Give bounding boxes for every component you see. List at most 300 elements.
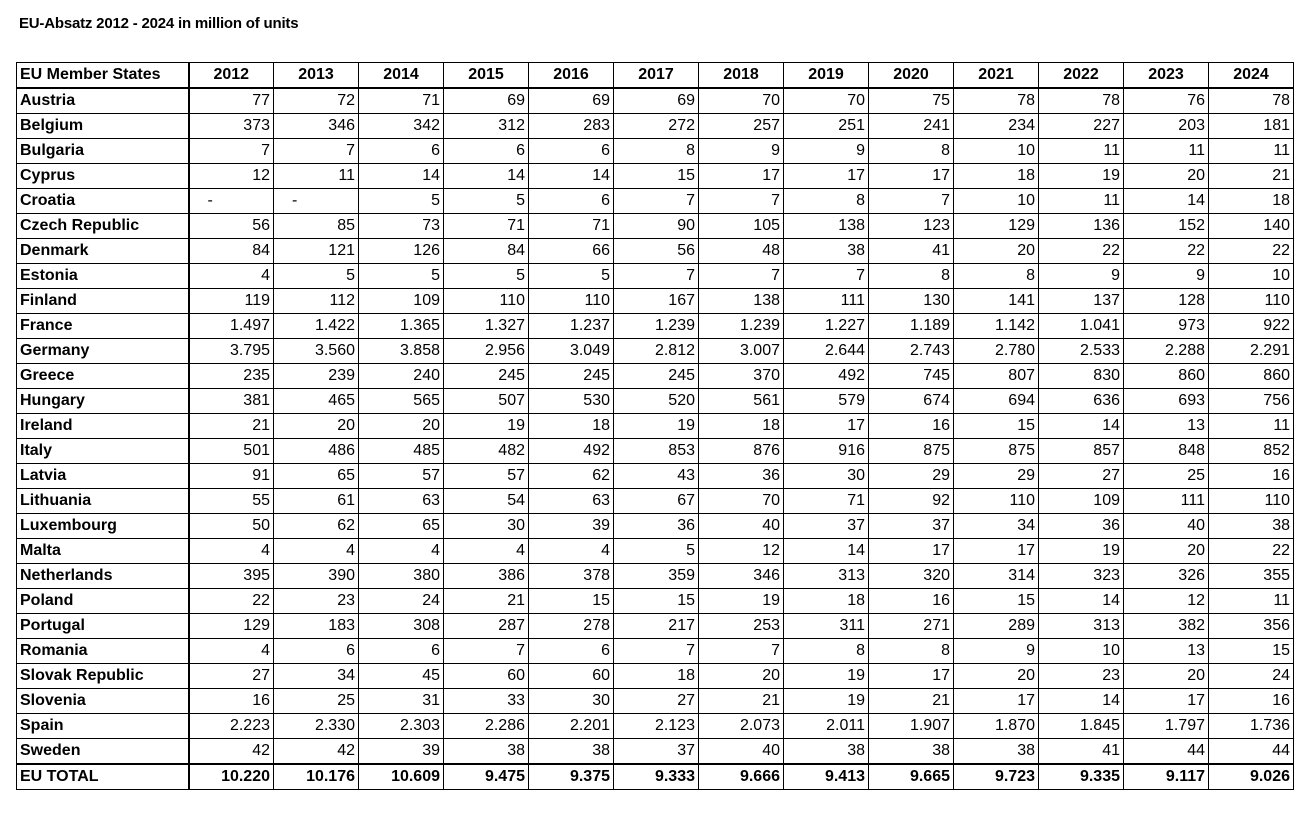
total-cell: 9.723 [954, 764, 1039, 790]
value-cell: 18 [1209, 189, 1294, 214]
value-cell: 579 [784, 389, 869, 414]
value-cell: 1.422 [274, 314, 359, 339]
value-cell: 15 [614, 589, 699, 614]
table-row [17, 664, 1294, 689]
value-cell: 7 [189, 139, 274, 164]
value-cell: 111 [784, 289, 869, 314]
value-cell: 8 [869, 639, 954, 664]
total-cell: 9.335 [1039, 764, 1124, 790]
value-cell: 13 [1124, 639, 1209, 664]
value-cell: 12 [189, 164, 274, 189]
value-cell: 65 [274, 464, 359, 489]
value-cell: 4 [529, 539, 614, 564]
total-cell: 10.609 [359, 764, 444, 790]
year-header: 2015 [444, 63, 529, 89]
value-cell: 5 [274, 264, 359, 289]
value-cell: 38 [1209, 514, 1294, 539]
value-cell: 138 [699, 289, 784, 314]
country-name: Latvia [17, 464, 189, 489]
value-cell: 10 [954, 189, 1039, 214]
value-cell: 75 [869, 88, 954, 114]
value-cell: 1.142 [954, 314, 1039, 339]
value-cell: 308 [359, 614, 444, 639]
value-cell: 7 [699, 264, 784, 289]
value-cell: 65 [359, 514, 444, 539]
value-cell: 41 [869, 239, 954, 264]
value-cell: 1.237 [529, 314, 614, 339]
value-cell: 2.201 [529, 714, 614, 739]
value-cell: 19 [784, 664, 869, 689]
year-header: 2016 [529, 63, 614, 89]
value-cell: 356 [1209, 614, 1294, 639]
value-cell: 251 [784, 114, 869, 139]
value-cell: 3.007 [699, 339, 784, 364]
total-cell: 9.665 [869, 764, 954, 790]
header-row [17, 63, 1294, 89]
value-cell: 245 [614, 364, 699, 389]
value-cell: 203 [1124, 114, 1209, 139]
value-cell: 636 [1039, 389, 1124, 414]
country-name: Ireland [17, 414, 189, 439]
value-cell: 60 [529, 664, 614, 689]
value-cell: 84 [444, 239, 529, 264]
value-cell: 123 [869, 214, 954, 239]
value-cell: 56 [614, 239, 699, 264]
year-header: 2018 [699, 63, 784, 89]
value-cell: 5 [614, 539, 699, 564]
value-cell: 6 [274, 639, 359, 664]
value-cell: 141 [954, 289, 1039, 314]
value-cell: 19 [699, 589, 784, 614]
value-cell: 1.365 [359, 314, 444, 339]
value-cell: 31 [359, 689, 444, 714]
country-name: Slovenia [17, 689, 189, 714]
value-cell: 137 [1039, 289, 1124, 314]
value-cell: 355 [1209, 564, 1294, 589]
value-cell: 14 [529, 164, 614, 189]
country-name: Sweden [17, 739, 189, 765]
corner-header: EU Member States [17, 63, 189, 89]
value-cell: 482 [444, 439, 529, 464]
value-cell: 72 [274, 88, 359, 114]
value-cell: 44 [1209, 739, 1294, 765]
value-cell: 10 [1209, 264, 1294, 289]
value-cell: 8 [784, 189, 869, 214]
value-cell: 1.041 [1039, 314, 1124, 339]
value-cell: 10 [954, 139, 1039, 164]
year-header: 2014 [359, 63, 444, 89]
value-cell: 7 [614, 189, 699, 214]
country-name: Netherlands [17, 564, 189, 589]
total-row [17, 764, 1294, 790]
value-cell: 27 [614, 689, 699, 714]
value-cell: 830 [1039, 364, 1124, 389]
value-cell: 39 [529, 514, 614, 539]
value-cell: 848 [1124, 439, 1209, 464]
value-cell: 30 [784, 464, 869, 489]
table-row [17, 489, 1294, 514]
value-cell: 90 [614, 214, 699, 239]
value-cell: 9 [699, 139, 784, 164]
value-cell: 38 [444, 739, 529, 765]
value-cell: 241 [869, 114, 954, 139]
value-cell: 1.239 [614, 314, 699, 339]
value-cell: 54 [444, 489, 529, 514]
value-cell: 313 [784, 564, 869, 589]
value-cell: 346 [274, 114, 359, 139]
country-name: Portugal [17, 614, 189, 639]
table-row [17, 114, 1294, 139]
value-cell: 18 [529, 414, 614, 439]
value-cell: 44 [1124, 739, 1209, 765]
value-cell: 37 [614, 739, 699, 765]
value-cell: 10 [1039, 639, 1124, 664]
value-cell: 76 [1124, 88, 1209, 114]
value-cell: 17 [954, 539, 1039, 564]
value-cell: 17 [869, 539, 954, 564]
total-cell: 9.026 [1209, 764, 1294, 790]
year-header: 2022 [1039, 63, 1124, 89]
value-cell: 121 [274, 239, 359, 264]
value-cell: 30 [444, 514, 529, 539]
value-cell: 2.011 [784, 714, 869, 739]
value-cell: 27 [1039, 464, 1124, 489]
value-cell: 29 [954, 464, 1039, 489]
value-cell: 283 [529, 114, 614, 139]
value-cell: 110 [954, 489, 1039, 514]
value-cell: 11 [1124, 139, 1209, 164]
value-cell: 38 [954, 739, 1039, 765]
value-cell: 62 [529, 464, 614, 489]
value-cell: 15 [954, 589, 1039, 614]
year-header: 2017 [614, 63, 699, 89]
value-cell: 9 [954, 639, 1039, 664]
value-cell: 69 [444, 88, 529, 114]
value-cell: 38 [784, 739, 869, 765]
value-cell: 501 [189, 439, 274, 464]
value-cell: 18 [699, 414, 784, 439]
value-cell: 8 [869, 139, 954, 164]
value-cell: 565 [359, 389, 444, 414]
value-cell: 520 [614, 389, 699, 414]
value-cell: 19 [614, 414, 699, 439]
value-cell: 313 [1039, 614, 1124, 639]
value-cell: 24 [359, 589, 444, 614]
value-cell: 373 [189, 114, 274, 139]
value-cell: 6 [529, 639, 614, 664]
value-cell: 119 [189, 289, 274, 314]
value-cell: 852 [1209, 439, 1294, 464]
table-row [17, 239, 1294, 264]
value-cell: 2.303 [359, 714, 444, 739]
country-name: Austria [17, 88, 189, 114]
value-cell: 2.123 [614, 714, 699, 739]
value-cell: 5 [444, 264, 529, 289]
value-cell: 2.073 [699, 714, 784, 739]
value-cell: 38 [784, 239, 869, 264]
value-cell: 271 [869, 614, 954, 639]
value-cell: 20 [954, 239, 1039, 264]
country-name: Czech Republic [17, 214, 189, 239]
value-cell: 71 [784, 489, 869, 514]
value-cell: 37 [784, 514, 869, 539]
value-cell: 16 [1209, 689, 1294, 714]
country-name: Cyprus [17, 164, 189, 189]
table-row [17, 614, 1294, 639]
value-cell: 66 [529, 239, 614, 264]
value-cell: 1.497 [189, 314, 274, 339]
value-cell: 18 [784, 589, 869, 614]
country-name: Germany [17, 339, 189, 364]
value-cell: 15 [614, 164, 699, 189]
value-cell: 62 [274, 514, 359, 539]
value-cell: 2.780 [954, 339, 1039, 364]
value-cell: 110 [1209, 289, 1294, 314]
value-cell: 112 [274, 289, 359, 314]
value-cell: 39 [359, 739, 444, 765]
value-cell: 2.812 [614, 339, 699, 364]
value-cell: 5 [444, 189, 529, 214]
value-cell: 33 [444, 689, 529, 714]
value-cell: 382 [1124, 614, 1209, 639]
value-cell: 5 [359, 189, 444, 214]
value-cell: 22 [189, 589, 274, 614]
value-cell: 2.644 [784, 339, 869, 364]
value-cell: 78 [1209, 88, 1294, 114]
table-row [17, 639, 1294, 664]
value-cell: 43 [614, 464, 699, 489]
country-name: Greece [17, 364, 189, 389]
table-row [17, 164, 1294, 189]
value-cell: 217 [614, 614, 699, 639]
value-cell: 1.327 [444, 314, 529, 339]
value-cell: 756 [1209, 389, 1294, 414]
value-cell: 5 [359, 264, 444, 289]
value-cell: 92 [869, 489, 954, 514]
value-cell: 7 [614, 264, 699, 289]
value-cell: 50 [189, 514, 274, 539]
value-cell: 30 [529, 689, 614, 714]
value-cell: 25 [274, 689, 359, 714]
value-cell: 507 [444, 389, 529, 414]
value-cell: 130 [869, 289, 954, 314]
country-name: Hungary [17, 389, 189, 414]
value-cell: 22 [1039, 239, 1124, 264]
country-name: Slovak Republic [17, 664, 189, 689]
value-cell: 1.797 [1124, 714, 1209, 739]
value-cell: 973 [1124, 314, 1209, 339]
value-cell: 20 [1124, 164, 1209, 189]
value-cell: 84 [189, 239, 274, 264]
value-cell: 4 [359, 539, 444, 564]
value-cell: 807 [954, 364, 1039, 389]
value-cell: 17 [784, 414, 869, 439]
country-name: Poland [17, 589, 189, 614]
table-row [17, 364, 1294, 389]
value-cell: 36 [614, 514, 699, 539]
value-cell: 3.560 [274, 339, 359, 364]
value-cell: 693 [1124, 389, 1209, 414]
value-cell: 109 [359, 289, 444, 314]
value-cell: 860 [1124, 364, 1209, 389]
value-cell: 875 [869, 439, 954, 464]
value-cell: 110 [1209, 489, 1294, 514]
value-cell: 8 [614, 139, 699, 164]
country-name: Belgium [17, 114, 189, 139]
value-cell: 14 [359, 164, 444, 189]
value-cell: 71 [444, 214, 529, 239]
value-cell: 23 [274, 589, 359, 614]
value-cell: 312 [444, 114, 529, 139]
value-cell: 16 [1209, 464, 1294, 489]
country-name: Finland [17, 289, 189, 314]
table-title: EU-Absatz 2012 - 2024 in million of units [19, 15, 299, 32]
value-cell: 71 [359, 88, 444, 114]
value-cell: 1.870 [954, 714, 1039, 739]
year-header: 2012 [189, 63, 274, 89]
value-cell: 853 [614, 439, 699, 464]
value-cell: 181 [1209, 114, 1294, 139]
value-cell: 105 [699, 214, 784, 239]
value-cell: 37 [869, 514, 954, 539]
value-cell: 27 [189, 664, 274, 689]
value-cell: 20 [1124, 664, 1209, 689]
value-cell: 359 [614, 564, 699, 589]
value-cell: 42 [189, 739, 274, 765]
total-cell: 9.333 [614, 764, 699, 790]
value-cell: 9 [1039, 264, 1124, 289]
value-cell: 24 [1209, 664, 1294, 689]
value-cell: 8 [869, 264, 954, 289]
country-name: Lithuania [17, 489, 189, 514]
value-cell: 4 [189, 539, 274, 564]
value-cell: 2.330 [274, 714, 359, 739]
total-cell: 10.220 [189, 764, 274, 790]
value-cell: 16 [189, 689, 274, 714]
country-name: Bulgaria [17, 139, 189, 164]
value-cell: 40 [1124, 514, 1209, 539]
value-cell: 465 [274, 389, 359, 414]
value-cell: 8 [784, 639, 869, 664]
sales-table [16, 62, 1294, 790]
value-cell: 6 [359, 639, 444, 664]
value-cell: 57 [359, 464, 444, 489]
value-cell: 7 [274, 139, 359, 164]
value-cell: 15 [529, 589, 614, 614]
value-cell: 253 [699, 614, 784, 639]
value-cell: 136 [1039, 214, 1124, 239]
value-cell: 16 [869, 589, 954, 614]
value-cell: - [274, 189, 359, 214]
value-cell: 20 [699, 664, 784, 689]
value-cell: 11 [1039, 189, 1124, 214]
value-cell: 18 [614, 664, 699, 689]
value-cell: 390 [274, 564, 359, 589]
value-cell: 14 [444, 164, 529, 189]
value-cell: 6 [359, 139, 444, 164]
value-cell: 311 [784, 614, 869, 639]
value-cell: 239 [274, 364, 359, 389]
value-cell: 111 [1124, 489, 1209, 514]
value-cell: 7 [869, 189, 954, 214]
year-header: 2020 [869, 63, 954, 89]
table-row [17, 88, 1294, 114]
value-cell: 6 [529, 189, 614, 214]
value-cell: 7 [784, 264, 869, 289]
value-cell: 41 [1039, 739, 1124, 765]
table-body [17, 88, 1294, 764]
value-cell: 20 [1124, 539, 1209, 564]
country-name: Luxembourg [17, 514, 189, 539]
total-cell: 9.117 [1124, 764, 1209, 790]
value-cell: 745 [869, 364, 954, 389]
value-cell: 63 [359, 489, 444, 514]
value-cell: 1.227 [784, 314, 869, 339]
value-cell: 561 [699, 389, 784, 414]
value-cell: 381 [189, 389, 274, 414]
value-cell: 91 [189, 464, 274, 489]
value-cell: 17 [954, 689, 1039, 714]
value-cell: 69 [614, 88, 699, 114]
value-cell: 227 [1039, 114, 1124, 139]
value-cell: 22 [1124, 239, 1209, 264]
value-cell: 17 [869, 164, 954, 189]
value-cell: 4 [274, 539, 359, 564]
value-cell: 21 [869, 689, 954, 714]
value-cell: 492 [529, 439, 614, 464]
value-cell: 314 [954, 564, 1039, 589]
value-cell: 326 [1124, 564, 1209, 589]
value-cell: 71 [529, 214, 614, 239]
value-cell: 320 [869, 564, 954, 589]
value-cell: 29 [869, 464, 954, 489]
value-cell: 38 [869, 739, 954, 765]
value-cell: 323 [1039, 564, 1124, 589]
table-row [17, 514, 1294, 539]
value-cell: 922 [1209, 314, 1294, 339]
value-cell: 78 [1039, 88, 1124, 114]
value-cell: 17 [869, 664, 954, 689]
total-cell: 9.413 [784, 764, 869, 790]
table-row [17, 689, 1294, 714]
value-cell: 386 [444, 564, 529, 589]
value-cell: 42 [274, 739, 359, 765]
table-row [17, 739, 1294, 765]
value-cell: 128 [1124, 289, 1209, 314]
table-row [17, 539, 1294, 564]
value-cell: 486 [274, 439, 359, 464]
value-cell: 73 [359, 214, 444, 239]
value-cell: 36 [699, 464, 784, 489]
value-cell: 1.736 [1209, 714, 1294, 739]
value-cell: 16 [869, 414, 954, 439]
value-cell: 492 [784, 364, 869, 389]
value-cell: 13 [1124, 414, 1209, 439]
table-row [17, 714, 1294, 739]
year-header: 2021 [954, 63, 1039, 89]
value-cell: 674 [869, 389, 954, 414]
value-cell: 370 [699, 364, 784, 389]
value-cell: 2.743 [869, 339, 954, 364]
value-cell: 110 [444, 289, 529, 314]
value-cell: 530 [529, 389, 614, 414]
year-header: 2013 [274, 63, 359, 89]
value-cell: 40 [699, 514, 784, 539]
value-cell: 63 [529, 489, 614, 514]
value-cell: 38 [529, 739, 614, 765]
value-cell: 85 [274, 214, 359, 239]
country-name: France [17, 314, 189, 339]
